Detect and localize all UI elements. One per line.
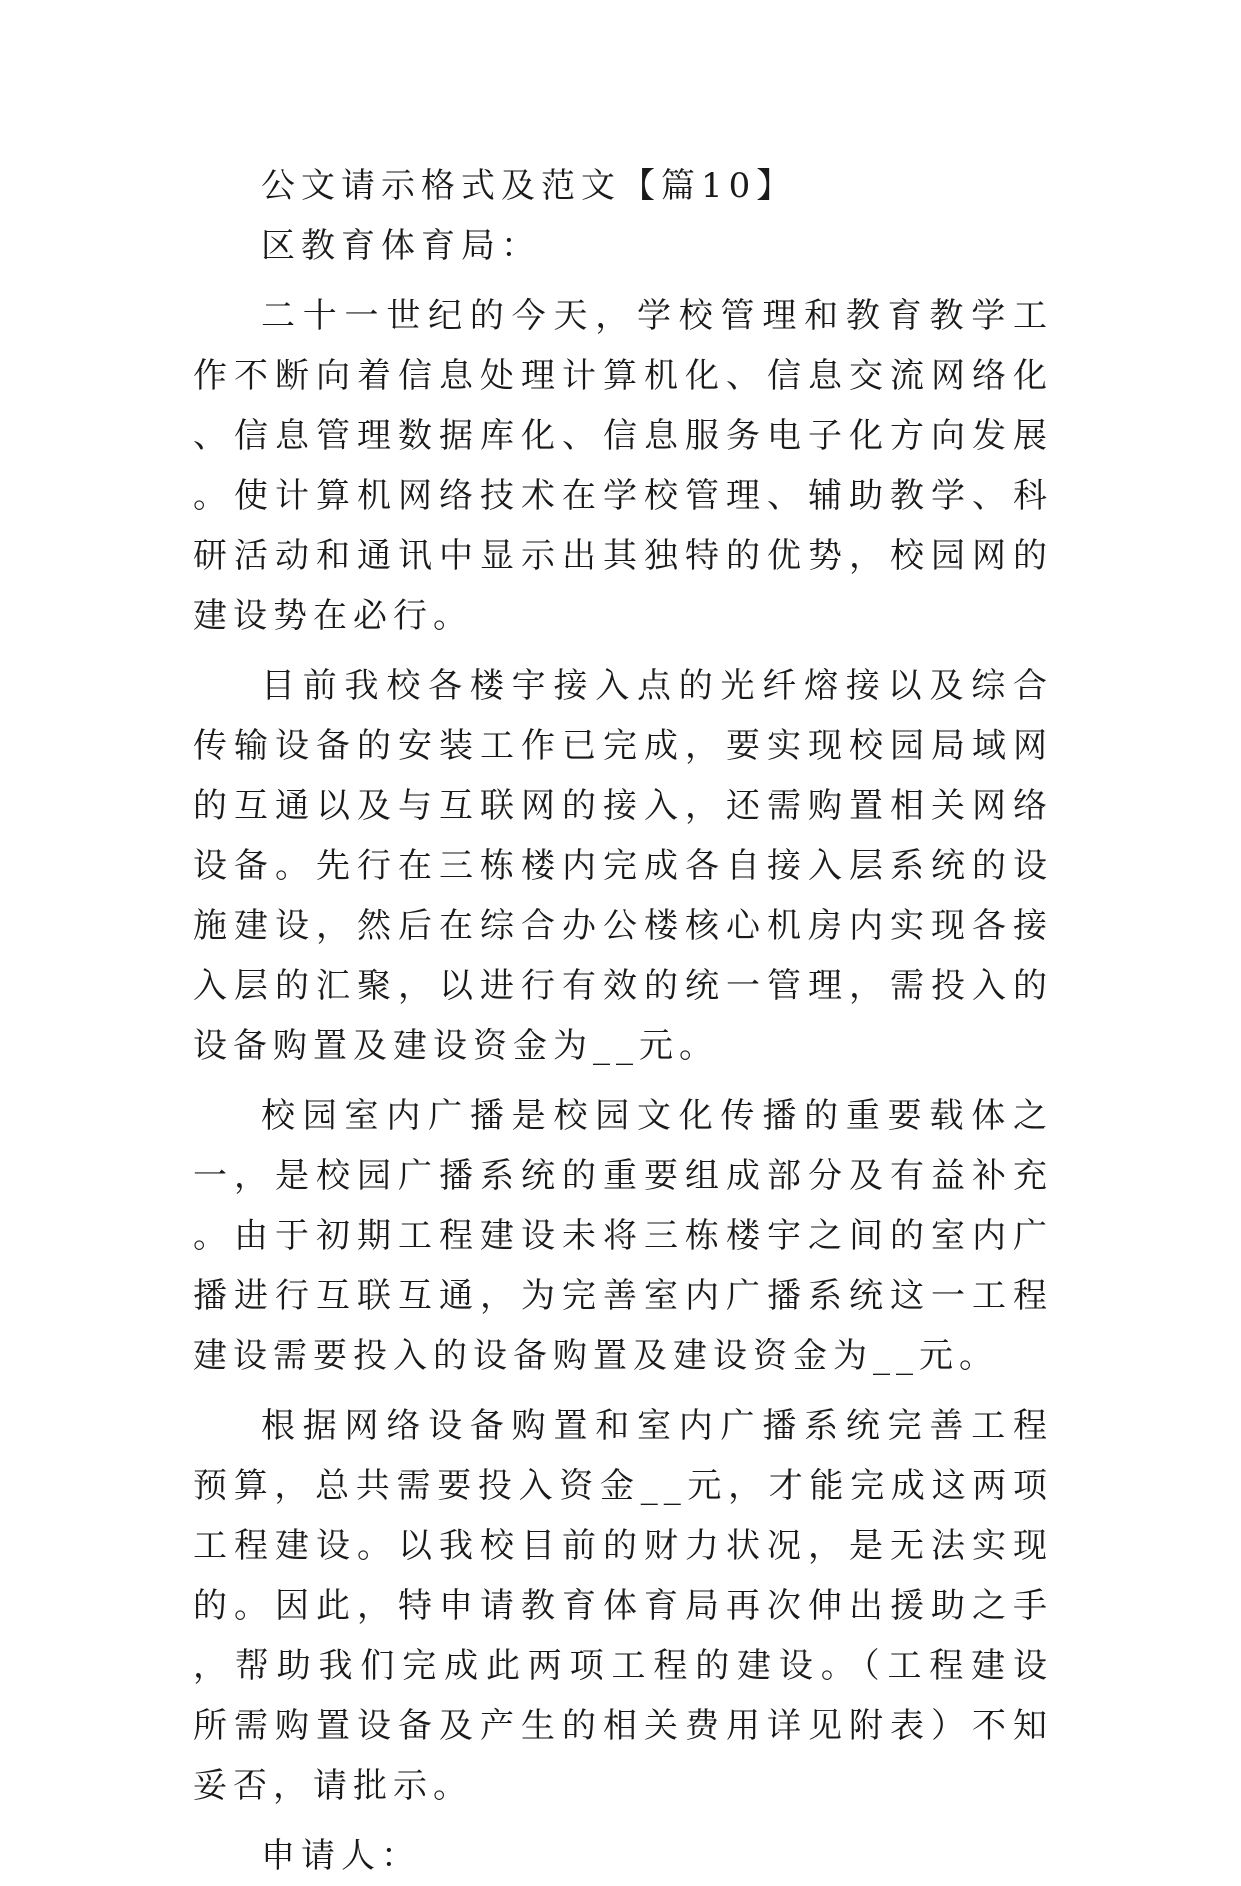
document-title: 公文请示格式及范文【篇10】	[261, 166, 797, 206]
paragraph-request: 根据网络设备购置和室内广播系统完善工程预算，总共需要投入资金__元，才能完成这两项工程建设。以我校目前的财力状况，是无法实现的。因此，特申请教育体育局再次伸出援助之手，帮助我们完成此两项工程的建设。（工程建设所需购置设备及产生的相关费用详见附表）不知妥否，请批示。	[193, 1406, 1053, 1806]
salutation: 区教育体育局：	[261, 226, 541, 266]
signature-applicant: 申请人：	[261, 1836, 421, 1876]
document-body	[193, 156, 1053, 1886]
paragraph-intro: 二十一世纪的今天，学校管理和教育教学工作不断向着信息处理计算机化、信息交流网络化、信息管理数据库化、信息服务电子化方向发展。使计算机网络技术在学校管理、辅助教学、科研活动和通讯中显示出其独特的优势，校园网的建设势在必行。	[193, 296, 1053, 636]
paragraph-broadcast: 校园室内广播是校园文化传播的重要载体之一，是校园广播系统的重要组成部分及有益补充。由于初期工程建设未将三栋楼宇之间的室内广播进行互联互通，为完善室内广播系统这一工程建设需要投入的设备购置及建设资金为__元。	[193, 1096, 1053, 1376]
paragraph-network: 目前我校各楼宇接入点的光纤熔接以及综合传输设备的安装工作已完成，要实现校园局域网的互通以及与互联网的接入，还需购置相关网络设备。先行在三栋楼内完成各自接入层系统的设施建设，然后在综合办公楼核心机房内实现各接入层的汇聚，以进行有效的统一管理，需投入的设备购置及建设资金为__元。	[193, 666, 1053, 1066]
